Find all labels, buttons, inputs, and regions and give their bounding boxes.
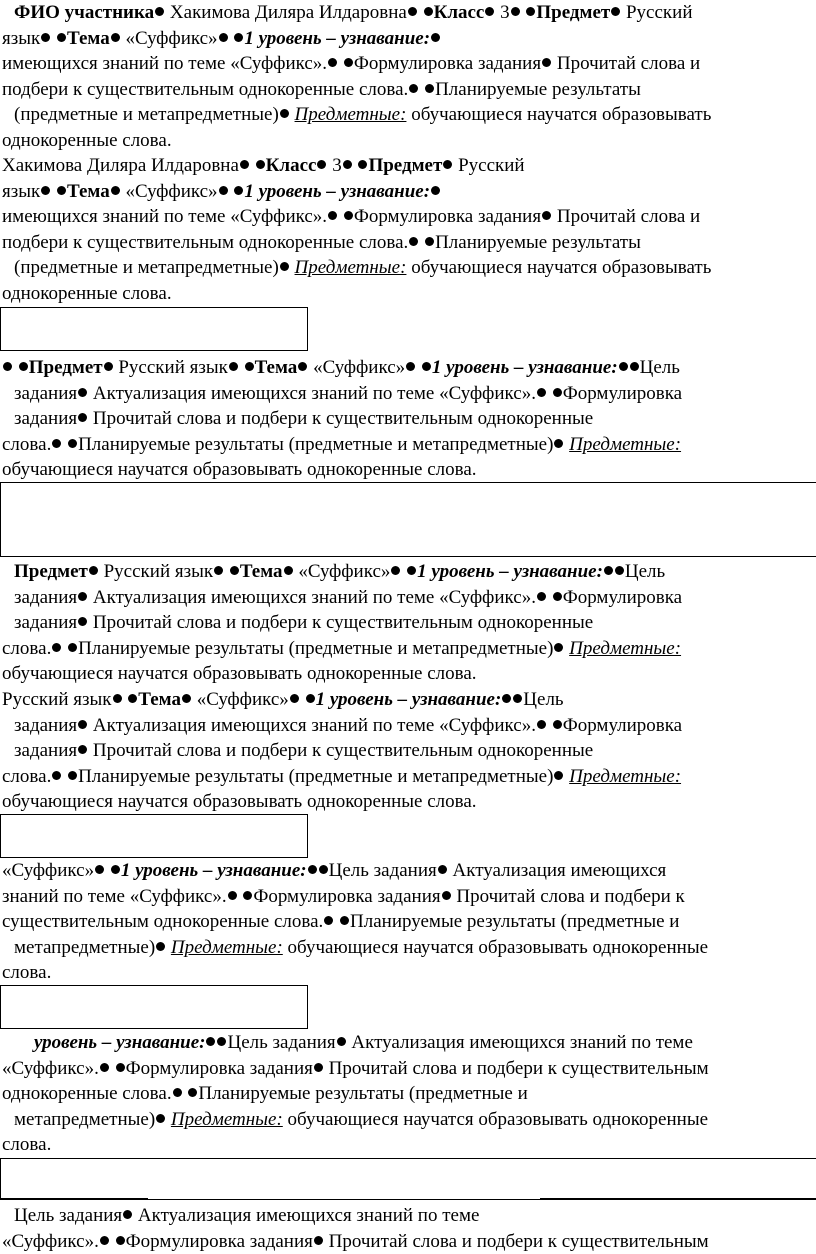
bullet-icon xyxy=(155,7,164,16)
aktual-text: знаний по теме «Суффикс». xyxy=(2,885,227,907)
klass-value: 3 xyxy=(500,2,510,23)
uroven-label: уровень – узнавание: xyxy=(34,1032,206,1053)
predmetnye-label: Предметные: xyxy=(569,433,682,455)
obuch-text: однокоренные слова. xyxy=(2,129,172,151)
predmet-value: язык xyxy=(2,180,41,202)
bullet-icon xyxy=(317,160,326,169)
fio-value: Хакимова Диляра Илдаровна xyxy=(169,2,407,23)
predmet-label: Предмет xyxy=(536,2,611,23)
predmet-label: Предмет xyxy=(14,561,88,582)
bullet-icon xyxy=(443,160,452,169)
bullet-icon xyxy=(344,211,353,220)
predmet-label: Предмет xyxy=(368,155,443,176)
line xyxy=(2,559,814,585)
formul-label: Формулировка xyxy=(562,714,683,736)
line xyxy=(2,764,814,790)
bullet-icon xyxy=(219,33,228,42)
uroven-label: 1 уровень – узнавание: xyxy=(244,180,431,202)
bullet-icon xyxy=(113,694,122,703)
obuch-text: обучающиеся научатся образовывать однокоренные xyxy=(287,936,709,958)
bullet-icon xyxy=(630,362,639,371)
bullet-icon xyxy=(308,865,317,874)
bullet-icon xyxy=(78,413,87,422)
bullet-icon xyxy=(104,362,113,371)
bullet-icon xyxy=(425,237,434,246)
obuch-text: обучающиеся научатся образовывать однокоренные слова. xyxy=(2,663,477,684)
bullet-icon xyxy=(188,1088,197,1097)
predmet-value: Русский язык xyxy=(118,357,228,378)
tsel-label: Цель задания xyxy=(14,1205,123,1226)
line xyxy=(2,1107,814,1133)
bullet-icon xyxy=(438,865,447,874)
prochitay-text: слова. xyxy=(2,433,52,455)
bullet-icon xyxy=(78,592,87,601)
bullet-icon xyxy=(3,362,12,371)
bullet-icon xyxy=(256,160,265,169)
bullet-icon xyxy=(19,362,28,371)
bullet-icon xyxy=(554,643,563,652)
plan-label: метапредметные) xyxy=(14,936,156,958)
uroven-label: 1 уровень – узнавание: xyxy=(431,357,618,378)
bullet-icon xyxy=(409,237,418,246)
formul-label: Формулировка задания xyxy=(125,1057,313,1079)
predmetnye-label: Предметные: xyxy=(294,257,407,278)
bullet-icon xyxy=(314,1236,323,1245)
bullet-icon xyxy=(319,865,328,874)
bullet-icon xyxy=(537,388,546,397)
bullet-icon xyxy=(554,439,563,448)
divider xyxy=(0,1198,148,1199)
bullet-icon xyxy=(406,362,415,371)
line xyxy=(2,77,814,103)
bullet-icon xyxy=(52,771,61,780)
bullet-icon xyxy=(230,566,239,575)
prochitay-text: Прочитай слова и подбери к существительным xyxy=(328,1230,709,1252)
record-block-1 xyxy=(2,0,814,153)
bullet-icon xyxy=(298,362,307,371)
bullet-icon xyxy=(116,1236,125,1245)
tsel-label: Цель xyxy=(639,357,680,378)
aktual-text: «Суффикс». xyxy=(2,1057,99,1079)
tema-value: «Суффикс» xyxy=(125,180,218,202)
tema-value: «Суффикс» xyxy=(125,27,218,49)
tema-value: «Суффикс» xyxy=(313,357,406,378)
bullet-icon xyxy=(422,362,431,371)
line xyxy=(2,687,814,713)
bullet-icon xyxy=(280,109,289,118)
bullet-icon xyxy=(611,7,620,16)
plan-label: Планируемые результаты xyxy=(435,231,641,253)
prochitay-text: существительным однокоренные слова. xyxy=(2,911,324,932)
bullet-icon xyxy=(553,720,562,729)
bullet-icon xyxy=(391,566,400,575)
bullet-icon xyxy=(511,7,520,16)
bullet-icon xyxy=(78,617,87,626)
prochitay-text: Прочитай слова и подбери к существительным однокоренные xyxy=(92,612,594,633)
line xyxy=(2,0,814,26)
bullet-icon xyxy=(324,916,333,925)
bullet-icon xyxy=(328,58,337,67)
line xyxy=(2,26,814,52)
line xyxy=(2,179,814,205)
bullet-icon xyxy=(156,1114,165,1123)
bullet-icon xyxy=(156,942,165,951)
bullet-icon xyxy=(111,33,120,42)
bullet-icon xyxy=(173,1088,182,1097)
form-box xyxy=(0,482,816,557)
bullet-icon xyxy=(306,694,315,703)
tema-value: «Суффикс» xyxy=(2,860,95,881)
bullet-icon xyxy=(553,388,562,397)
bullet-icon xyxy=(553,592,562,601)
bullet-icon xyxy=(78,745,87,754)
aktual-text: Актуализация имеющихся xyxy=(452,860,667,881)
aktual-text: Актуализация имеющихся знаний по теме «Суффикс». xyxy=(92,714,536,736)
formul-label: Формулировка задания xyxy=(125,1230,313,1252)
line xyxy=(2,1081,814,1107)
predmet-label: Предмет xyxy=(28,357,103,378)
divider xyxy=(540,1198,816,1199)
predmet-value: Русский язык xyxy=(2,689,112,710)
obuch-text: однокоренные слова. xyxy=(2,282,172,304)
line xyxy=(2,255,814,281)
bullet-icon xyxy=(219,186,228,195)
klass-label: Класс xyxy=(433,2,485,23)
tsel-label: Цель xyxy=(523,689,564,710)
tema-label: Тема xyxy=(67,27,110,49)
prochitay-text: Прочитай слова и подбери к xyxy=(456,885,685,907)
line xyxy=(2,355,814,381)
predmetnye-label: Предметные: xyxy=(170,1108,283,1130)
bullet-icon xyxy=(408,7,417,16)
bullet-icon xyxy=(604,566,613,575)
line xyxy=(2,102,814,128)
bullet-icon xyxy=(409,84,418,93)
bullet-icon xyxy=(542,211,551,220)
bullet-icon xyxy=(431,33,440,42)
line xyxy=(2,1203,814,1229)
bullet-icon xyxy=(424,7,433,16)
line xyxy=(2,935,814,961)
bullet-icon xyxy=(52,643,61,652)
bullet-icon xyxy=(234,33,243,42)
line xyxy=(2,406,814,432)
formul-label: Формулировка xyxy=(562,382,683,404)
predmet-value: язык xyxy=(2,27,41,49)
formul-label: Формулировка задания xyxy=(353,53,542,74)
line xyxy=(2,858,814,884)
tsel-label: задания xyxy=(14,382,78,404)
record-block-2 xyxy=(2,153,814,306)
bullet-icon xyxy=(78,720,87,729)
prochitay-text: подбери к существительным однокоренные слова. xyxy=(2,231,409,253)
formul-label: задания xyxy=(14,740,78,761)
bullet-icon xyxy=(245,362,254,371)
predmet-value: Русский xyxy=(625,2,693,23)
record-block-8 xyxy=(2,1203,814,1254)
bullet-icon xyxy=(68,771,77,780)
line xyxy=(2,1132,814,1158)
plan-label: Планируемые результаты (предметные и xyxy=(350,911,680,932)
record-block-5 xyxy=(2,687,814,815)
bullet-icon xyxy=(100,1063,109,1072)
plan-label: Планируемые результаты (предметные и xyxy=(198,1083,528,1104)
line xyxy=(2,960,814,986)
tema-label: Тема xyxy=(239,561,283,582)
prochitay-text: слова. xyxy=(2,765,52,787)
tsel-label: Цель xyxy=(624,561,666,582)
line xyxy=(2,1030,814,1056)
bullet-icon xyxy=(214,566,223,575)
line xyxy=(2,1229,814,1254)
klass-label: Класс xyxy=(265,155,317,176)
obuch-text: слова. xyxy=(2,1134,52,1155)
formul-label: Формулировка задания xyxy=(353,206,542,227)
line xyxy=(2,381,814,407)
bullet-icon xyxy=(111,865,120,874)
bullet-icon xyxy=(284,566,293,575)
tema-label: Тема xyxy=(138,689,181,710)
predmetnye-label: Предметные: xyxy=(569,637,682,659)
tsel-label: задания xyxy=(14,586,78,608)
predmet-value: Русский язык xyxy=(103,561,214,582)
obuch-text: обучающиеся научатся образовывать xyxy=(411,104,712,125)
bullet-icon xyxy=(537,592,546,601)
uroven-label: 1 уровень – узнавание: xyxy=(315,689,502,710)
plan-label: Планируемые результаты xyxy=(435,78,641,100)
bullet-icon xyxy=(344,58,353,67)
bullet-icon xyxy=(68,643,77,652)
bullet-icon xyxy=(314,1063,323,1072)
line xyxy=(2,281,814,307)
bullet-icon xyxy=(57,186,66,195)
bullet-icon xyxy=(425,84,434,93)
plan-label: Планируемые результаты (предметные и метапредметные) xyxy=(78,433,554,455)
fio-label: ФИО участника xyxy=(14,2,155,23)
bullet-icon xyxy=(343,160,352,169)
bullet-icon xyxy=(111,186,120,195)
aktual-text: имеющихся знаний по теме «Суффикс». xyxy=(2,206,328,227)
bullet-icon xyxy=(407,566,416,575)
record-block-3 xyxy=(2,355,814,483)
bullet-icon xyxy=(537,720,546,729)
formul-label: задания xyxy=(14,612,78,633)
tsel-label: Цель задания xyxy=(328,860,437,881)
bullet-icon xyxy=(95,865,104,874)
prochitay-text: Прочитай слова и подбери к существительным однокоренные xyxy=(92,740,594,761)
bullet-icon xyxy=(513,694,522,703)
bullet-icon xyxy=(542,58,551,67)
predmet-value: Русский xyxy=(458,155,525,176)
bullet-icon xyxy=(100,1236,109,1245)
line xyxy=(2,585,814,611)
record-block-4 xyxy=(2,559,814,687)
uroven-label: 1 уровень – узнавание: xyxy=(417,561,603,582)
form-box xyxy=(0,985,308,1029)
line xyxy=(2,884,814,910)
bullet-icon xyxy=(358,160,367,169)
prochitay-text: слова. xyxy=(2,637,52,659)
bullet-icon xyxy=(182,694,191,703)
predmetnye-label: Предметные: xyxy=(170,936,283,958)
bullet-icon xyxy=(52,439,61,448)
tsel-label: задания xyxy=(14,714,78,736)
line xyxy=(2,738,814,764)
obuch-text: обучающиеся научатся образовывать xyxy=(411,257,712,278)
obuch-text: обучающиеся научатся образовывать однокоренные слова. xyxy=(2,459,477,480)
plan-label: метапредметные) xyxy=(14,1108,156,1130)
plan-label: Планируемые результаты (предметные и метапредметные) xyxy=(78,765,554,787)
line xyxy=(2,432,814,458)
prochitay-text: Прочитай слова и xyxy=(556,53,701,74)
line xyxy=(2,713,814,739)
bullet-icon xyxy=(337,1037,346,1046)
bullet-icon xyxy=(502,694,511,703)
bullet-icon xyxy=(89,566,98,575)
bullet-icon xyxy=(526,7,535,16)
tema-value: «Суффикс» xyxy=(196,689,289,710)
bullet-icon xyxy=(328,211,337,220)
plan-label: Планируемые результаты (предметные и метапредметные) xyxy=(78,637,554,659)
bullet-icon xyxy=(290,694,299,703)
prochitay-text: Прочитай слова и подбери к существительным однокоренные xyxy=(92,408,594,429)
bullet-icon xyxy=(243,891,252,900)
bullet-icon xyxy=(280,262,289,271)
fio-value: Хакимова Диляра Илдаровна xyxy=(2,155,239,176)
bullet-icon xyxy=(619,362,628,371)
bullet-icon xyxy=(41,186,50,195)
line xyxy=(2,636,814,662)
form-box xyxy=(0,1158,816,1200)
bullet-icon xyxy=(615,566,624,575)
line xyxy=(2,789,814,815)
record-block-6 xyxy=(2,858,814,986)
aktual-text: Актуализация имеющихся знаний по теме xyxy=(351,1032,693,1053)
formul-label: задания xyxy=(14,408,78,429)
tema-label: Тема xyxy=(67,180,110,202)
uroven-label: 1 уровень – узнавание: xyxy=(244,27,431,49)
predmetnye-label: Предметные: xyxy=(294,104,407,125)
line xyxy=(2,457,814,483)
bullet-icon xyxy=(229,362,238,371)
uroven-label: 1 уровень – узнавание: xyxy=(120,860,307,881)
line xyxy=(2,661,814,687)
plan-label: (предметные и метапредметные) xyxy=(14,104,279,125)
bullet-icon xyxy=(431,186,440,195)
line xyxy=(2,153,814,179)
obuch-text: обучающиеся научатся образовывать однокоренные слова. xyxy=(2,791,477,812)
line xyxy=(2,610,814,636)
prochitay-text: однокоренные слова. xyxy=(2,1083,172,1104)
bullet-icon xyxy=(217,1037,226,1046)
bullet-icon xyxy=(240,160,249,169)
bullet-icon xyxy=(442,891,451,900)
form-box xyxy=(0,814,308,858)
bullet-icon xyxy=(123,1210,132,1219)
bullet-icon xyxy=(128,694,137,703)
plan-label: (предметные и метапредметные) xyxy=(14,257,279,278)
line xyxy=(2,230,814,256)
aktual-text: Актуализация имеющихся знаний по теме xyxy=(137,1205,480,1226)
tema-label: Тема xyxy=(254,357,298,378)
bullet-icon xyxy=(116,1063,125,1072)
tsel-label: Цель задания xyxy=(227,1032,336,1053)
obuch-text: обучающиеся научатся образовывать однокоренные xyxy=(287,1108,709,1130)
aktual-text: имеющихся знаний по теме «Суффикс». xyxy=(2,53,328,74)
formul-label: Формулировка задания xyxy=(253,885,441,907)
prochitay-text: Прочитай слова и xyxy=(556,206,701,227)
bullet-icon xyxy=(41,33,50,42)
bullet-icon xyxy=(57,33,66,42)
aktual-text: «Суффикс». xyxy=(2,1230,99,1252)
line xyxy=(2,909,814,935)
bullet-icon xyxy=(78,388,87,397)
bullet-icon xyxy=(68,439,77,448)
line xyxy=(2,128,814,154)
line xyxy=(2,51,814,77)
bullet-icon xyxy=(234,186,243,195)
bullet-icon xyxy=(206,1037,215,1046)
prochitay-text: Прочитай слова и подбери к существительным xyxy=(328,1057,709,1079)
aktual-text: Актуализация имеющихся знаний по теме «Суффикс». xyxy=(92,586,536,608)
record-block-7 xyxy=(2,1030,814,1158)
obuch-text: слова. xyxy=(2,962,52,983)
formul-label: Формулировка xyxy=(562,586,683,608)
form-box xyxy=(0,307,308,351)
line xyxy=(2,1056,814,1082)
tema-value: «Суффикс» xyxy=(298,561,391,582)
bullet-icon xyxy=(228,891,237,900)
line xyxy=(2,204,814,230)
bullet-icon xyxy=(340,916,349,925)
bullet-icon xyxy=(485,7,494,16)
klass-value: 3 xyxy=(332,155,342,176)
aktual-text: Актуализация имеющихся знаний по теме «Суффикс». xyxy=(92,382,536,404)
bullet-icon xyxy=(554,771,563,780)
predmetnye-label: Предметные: xyxy=(569,765,682,787)
prochitay-text: подбери к существительным однокоренные слова. xyxy=(2,78,409,100)
